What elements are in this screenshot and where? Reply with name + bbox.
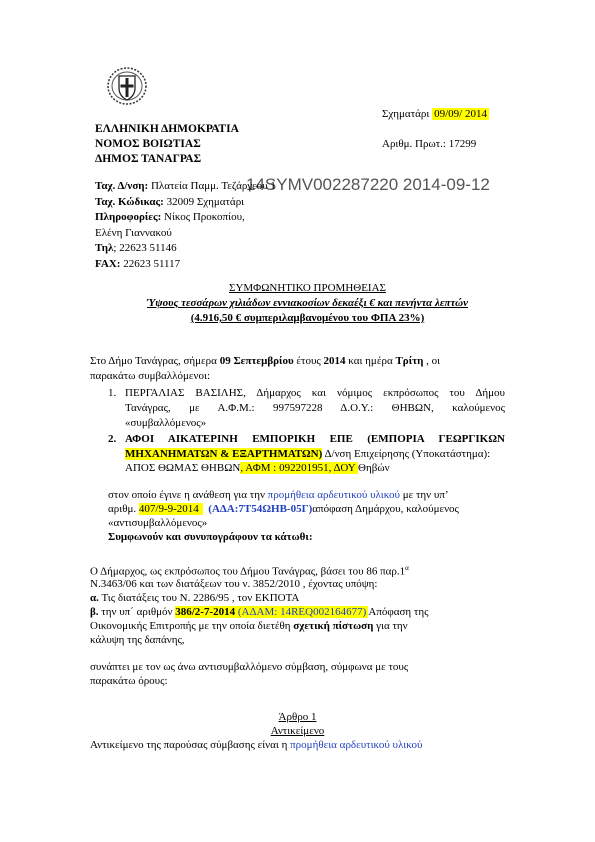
body-line-6: κάλυψη της δαπάνης, xyxy=(90,634,185,646)
party-1-line-1: ΠΕΡΓΑΛΙΑΣ ΒΑΣΙΛΗΣ, Δήμαρχος και νόμιμος εκπρόσωπος του Δήμου xyxy=(125,387,505,399)
address-line: Ταχ. Δ/νση: Πλατεία Παμμ. Τεζάργεου 1 xyxy=(95,180,276,192)
body-line-2: Ν.3463/06 και των διατάξεων του ν. 3852/2010 , έχοντας υπόψη: xyxy=(90,578,378,590)
article-procurement-link[interactable]: προμήθεια αρδευτικού υλικού xyxy=(290,739,423,751)
body-line-4: β. την υπ΄ αριθμόν 386/2-7-2014 (ΑΔΑΜ: 14REQ002164677) Απόφαση της xyxy=(90,606,429,618)
body-line-7: συνάπτει με τον ως άνω αντισυμβαλλόμενο σύμβαση, σύμφωνα με τους xyxy=(90,661,409,673)
greek-coat-of-arms-emblem xyxy=(106,64,148,106)
postal-code-line: Ταχ. Κώδικας: 32009 Σχηματάρι xyxy=(95,195,245,208)
party-2-line-3: ΑΠΟΣ ΘΩΜΑΣ ΘΗΒΩΝ, ΑΦΜ : 092201951, ΔΟΥ Θηβών xyxy=(125,462,390,474)
article-subheading: Αντικείμενο xyxy=(270,725,325,737)
header-prefecture: ΝΟΜΟΣ ΒΟΙΩΤΙΑΣ xyxy=(95,138,201,150)
fax-line: FAX: 22623 51117 xyxy=(95,257,181,270)
party-1-number: 1. xyxy=(108,387,117,399)
header-municipality: ΔΗΜΟΣ ΤΑΝΑΓΡΑΣ xyxy=(95,153,202,165)
body-line-5: Οικονομικής Επιτροπής με την οποία διετέθη σχετική πίστωση για την xyxy=(90,620,408,632)
party-2-line-1: ΑΦΟΙ ΑΙΚΑΤΕΡΙΝΗ ΕΜΠΟΡΙΚΗ ΕΠΕ (ΕΜΠΟΡΙΑ ΓΕΩΡΓΙΚΩΝ xyxy=(125,433,505,445)
procurement-link[interactable]: προμήθεια αρδευτικού υλικού xyxy=(267,489,400,501)
phone-line: Τηλ; 22623 51146 xyxy=(95,242,177,254)
info-line: Πληροφορίες: Νίκος Προκοπίου, xyxy=(95,211,245,223)
date-line xyxy=(382,108,489,120)
intro-line-2: παρακάτω συμβαλλόμενοι: xyxy=(90,370,210,382)
document-subtitle-amount: Ύψους τεσσάρων χιλιάδων εννιακοσίων δεκαέξι € και πενήντα λεπτών xyxy=(147,297,468,309)
party-2-line-2: ΜΗΧΑΝΗΜΑΤΩΝ & ΕΞΑΡΤΗΜΑΤΩΝ) Δ/νση Επιχείρησης (Υποκατάστημα): xyxy=(125,448,491,460)
party-1-line-2: Τανάγρας, με Α.Φ.Μ.: 997597228 Δ.Ο.Υ.: ΘΗΒΩΝ, καλούμενος xyxy=(125,402,505,414)
article-text: Αντικείμενο της παρούσας σύμβασης είναι η προμήθεια αρδευτικού υλικού xyxy=(90,739,423,751)
document-watermark: 14SYMV002287220 2014-09-12 xyxy=(246,175,490,194)
award-line-3: «αντισυμβαλλόμενος» xyxy=(108,517,208,529)
document-subtitle-vat: (4.916,50 € συμπεριλαμβανομένου του ΦΠΑ 23%) xyxy=(190,312,425,324)
party-1-line-3: «συμβαλλόμενος» xyxy=(125,417,207,429)
info-line-2: Ελένη Γιαννακού xyxy=(95,226,172,239)
award-line-4: Συμφωνούν και συνυπογράφουν τα κάτωθι: xyxy=(108,531,313,543)
article-heading: Άρθρο 1 xyxy=(278,711,317,723)
place-label: Σχηματάρι xyxy=(382,108,430,120)
document-title: ΣΥΜΦΩΝΗΤΙΚΟ ΠΡΟΜΗΘΕΙΑΣ xyxy=(229,282,386,294)
intro-line-1: Στο Δήμο Τανάγρας, σήμερα 09 Σεπτεμβρίου έτους 2014 και ημέρα Τρίτη , οι xyxy=(90,355,441,367)
body-line-8: παρακάτω όρους: xyxy=(90,675,168,687)
header-country: ΕΛΛΗΝΙΚΗ ΔΗΜΟΚΡΑΤΙΑ xyxy=(95,123,239,135)
body-line-1: Ο Δήμαρχος, ως εκπρόσωπος του Δήμου Τανάγρας, βάσει του 86 $\pi\alpha\rho.1^\alpha$ xyxy=(90,564,409,578)
protocol-number: Αριθμ. Πρωτ.: 17299 xyxy=(382,138,477,150)
party-2-number: 2. xyxy=(108,433,117,445)
body-line-3: α. Τις διατάξεις του Ν. 2286/95 , τον ΕΚΠΟΤΑ xyxy=(90,592,300,604)
award-line-2: αριθμ. 407/9-9-2014 (ΑΔΑ:7Τ54ΩΗΒ-05Γ)απόφαση Δημάρχου, καλούμενος xyxy=(108,503,459,515)
document-date: 09/09/ 2014 xyxy=(434,108,487,120)
award-line-1: στον οποίο έγινε η ανάθεση για την προμήθεια αρδευτικού υλικού με την υπ’ xyxy=(108,489,449,501)
